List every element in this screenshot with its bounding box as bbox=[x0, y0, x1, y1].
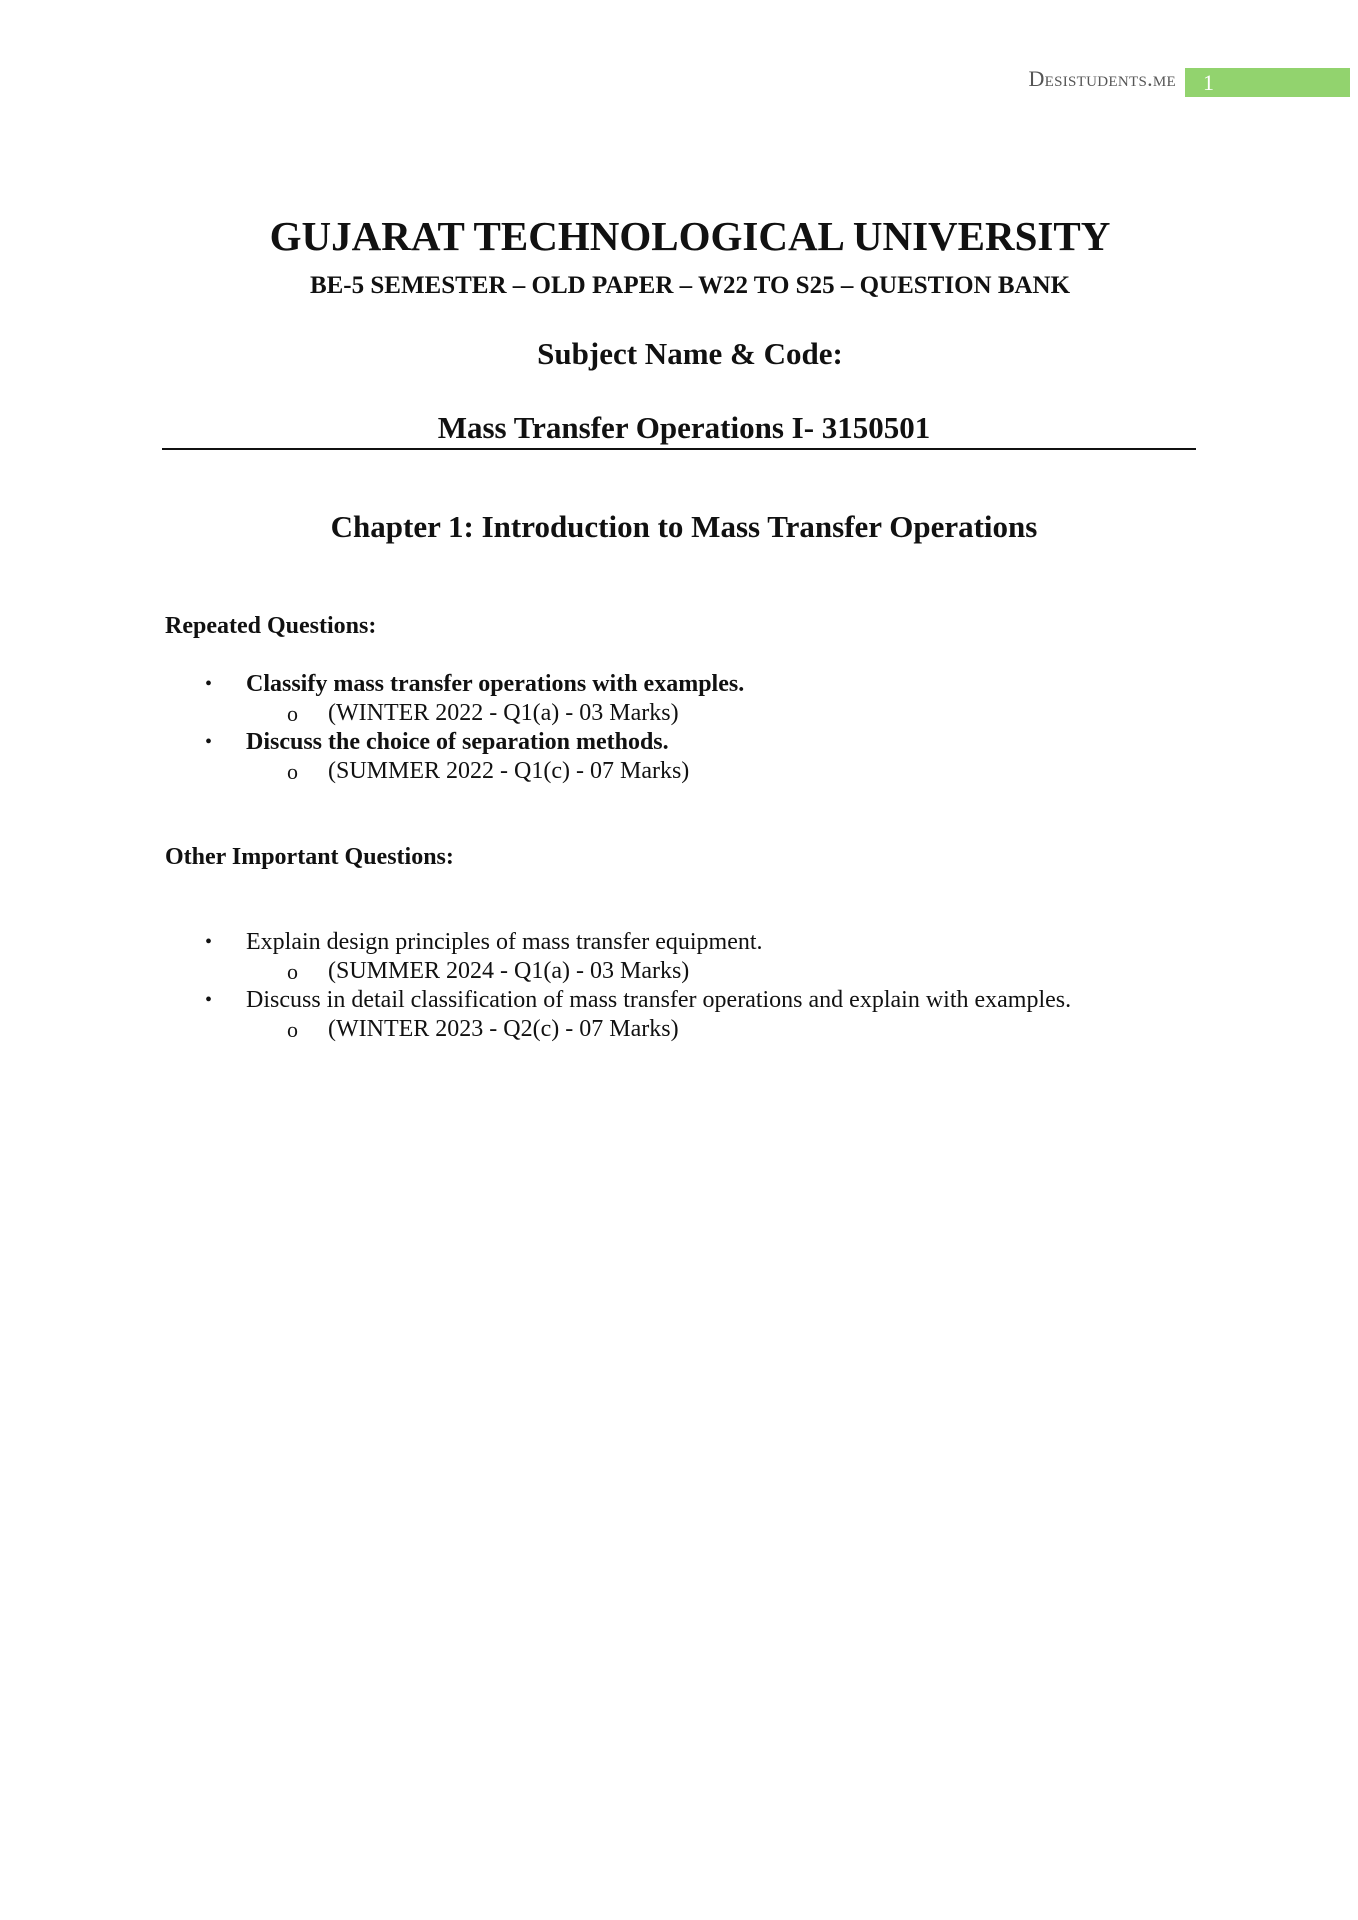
university-title: GUJARAT TECHNOLOGICAL UNIVERSITY bbox=[269, 213, 1111, 259]
list-item bbox=[0, 986, 1358, 1044]
question-text: Explain design principles of mass transfer equipment. bbox=[246, 929, 763, 955]
bullet-icon: • bbox=[205, 731, 213, 753]
sub-bullet-icon: o bbox=[287, 1017, 298, 1042]
page-number-badge: 1 bbox=[1185, 68, 1350, 97]
sub-bullet-icon: o bbox=[287, 959, 298, 984]
subject-label: Subject Name & Code: bbox=[537, 336, 843, 371]
exam-reference: (WINTER 2022 - Q1(a) - 03 Marks) bbox=[328, 700, 679, 726]
question-text: Discuss the choice of separation methods. bbox=[246, 729, 669, 755]
question-text: Discuss in detail classification of mass transfer operations and explain with examples. bbox=[246, 987, 1072, 1013]
list-item bbox=[0, 928, 1358, 986]
list-item bbox=[0, 728, 1358, 786]
other-questions-list bbox=[0, 928, 1358, 1044]
question-text: Classify mass transfer operations with examples. bbox=[246, 671, 745, 697]
title-divider bbox=[162, 448, 1196, 450]
header-brand: Desistudents.me bbox=[1028, 66, 1176, 91]
bullet-icon: • bbox=[205, 673, 213, 695]
subject-name-code: Mass Transfer Operations I- 3150501 bbox=[437, 410, 931, 445]
sub-bullet-icon: o bbox=[287, 759, 298, 784]
chapter-heading: Chapter 1: Introduction to Mass Transfer Operations bbox=[330, 509, 1038, 544]
other-questions-heading: Other Important Questions: bbox=[165, 844, 454, 870]
exam-reference: (SUMMER 2022 - Q1(c) - 07 Marks) bbox=[328, 758, 690, 784]
bullet-icon: • bbox=[205, 989, 213, 1011]
document-subtitle: BE-5 SEMESTER – OLD PAPER – W22 TO S25 – QUESTION BANK bbox=[309, 272, 1071, 299]
exam-reference: (SUMMER 2024 - Q1(a) - 03 Marks) bbox=[328, 958, 690, 984]
list-item bbox=[0, 670, 1358, 728]
repeated-questions-heading: Repeated Questions: bbox=[165, 613, 377, 639]
sub-bullet-icon: o bbox=[287, 701, 298, 726]
exam-reference: (WINTER 2023 - Q2(c) - 07 Marks) bbox=[328, 1016, 679, 1042]
repeated-questions-list bbox=[0, 670, 1358, 786]
bullet-icon: • bbox=[205, 931, 213, 953]
